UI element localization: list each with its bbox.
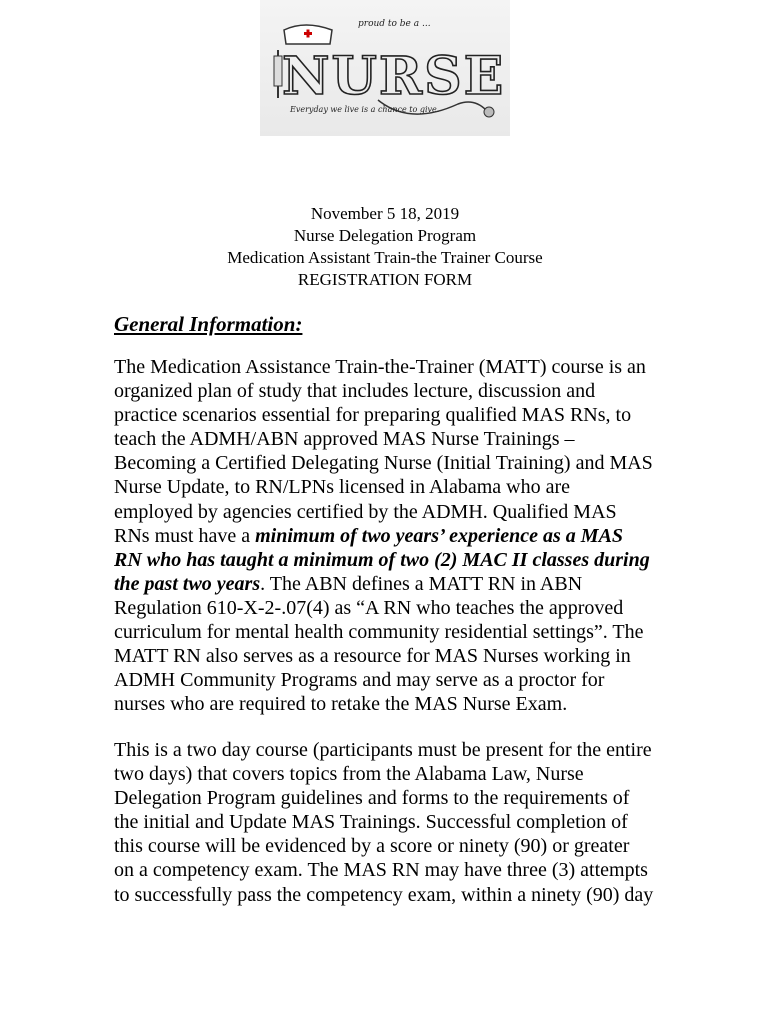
program-name: Nurse Delegation Program bbox=[293, 226, 477, 245]
text-line: curriculum for mental health community residential settings”. The bbox=[114, 621, 644, 644]
nurse-logo-drawing bbox=[260, 0, 510, 136]
svg-text:NURSE: NURSE bbox=[282, 46, 506, 107]
svg-text:Everyday we live is a chance t: Everyday we live is a chance to give. bbox=[290, 105, 440, 114]
text-line: Delegation Program guidelines and forms to the requirements of bbox=[114, 787, 630, 810]
text-line: Regulation 610-X-2-.07(4) as “A RN who teaches the approved bbox=[114, 596, 624, 619]
text-line: Becoming a Certified Delegating Nurse (Initial Training) and MAS bbox=[114, 452, 653, 475]
registration-header bbox=[0, 203, 770, 291]
emphasis-requirement: the past two years bbox=[114, 572, 261, 595]
course-name: Medication Assistant Train-the Trainer Course bbox=[227, 248, 543, 267]
text-line bbox=[114, 524, 674, 548]
paragraph-course-description bbox=[114, 355, 674, 716]
nurse-logo-image bbox=[260, 0, 510, 136]
text-line: this course will be evidenced by a score or ninety (90) or greater bbox=[114, 835, 630, 858]
text-line: the initial and Update MAS Trainings. Successful completion of bbox=[114, 811, 628, 834]
emphasis-requirement: RN who has taught a minimum of two (2) MAC II classes during bbox=[114, 548, 650, 571]
text-line: nurses who are required to retake the MAS Nurse Exam. bbox=[114, 693, 568, 716]
text-segment: . The ABN defines a MATT RN in ABN bbox=[260, 572, 583, 595]
text-line: ADMH Community Programs and may serve as a proctor for bbox=[114, 669, 605, 692]
text-line: Nurse Update, to RN/LPNs licensed in Alabama who are bbox=[114, 476, 571, 499]
svg-text:proud to be a ...: proud to be a ... bbox=[358, 19, 431, 29]
text-line: two days) that covers topics from the Alabama Law, Nurse bbox=[114, 763, 584, 786]
paragraph-course-requirements bbox=[114, 738, 674, 907]
text-line: teach the ADMH/ABN approved MAS Nurse Trainings – bbox=[114, 428, 575, 451]
text-line: on a competency exam. The MAS RN may have three (3) attempts bbox=[114, 859, 648, 882]
text-line: organized plan of study that includes lecture, discussion and bbox=[114, 380, 596, 403]
text-line: employed by agencies certified by the ADMH. Qualified MAS bbox=[114, 500, 617, 523]
section-heading: General Information: bbox=[114, 312, 303, 336]
emphasis-requirement: minimum of two years’ experience as a MAS bbox=[255, 524, 624, 547]
text-line: MATT RN also serves as a resource for MAS Nurses working in bbox=[114, 645, 631, 668]
text-line: This is a two day course (participants must be present for the entire bbox=[114, 739, 652, 761]
text-line: practice scenarios essential for preparing qualified MAS RNs, to bbox=[114, 404, 632, 427]
text-line: The Medication Assistance Train-the-Trainer (MATT) course is an bbox=[114, 356, 646, 378]
event-date: November 5 18, 2019 bbox=[310, 204, 460, 223]
text-line: to successfully pass the competency exam, within a ninety (90) day bbox=[114, 883, 654, 906]
text-line bbox=[114, 572, 674, 596]
text-segment: RNs must have a bbox=[114, 524, 256, 547]
form-title: REGISTRATION FORM bbox=[297, 270, 473, 289]
